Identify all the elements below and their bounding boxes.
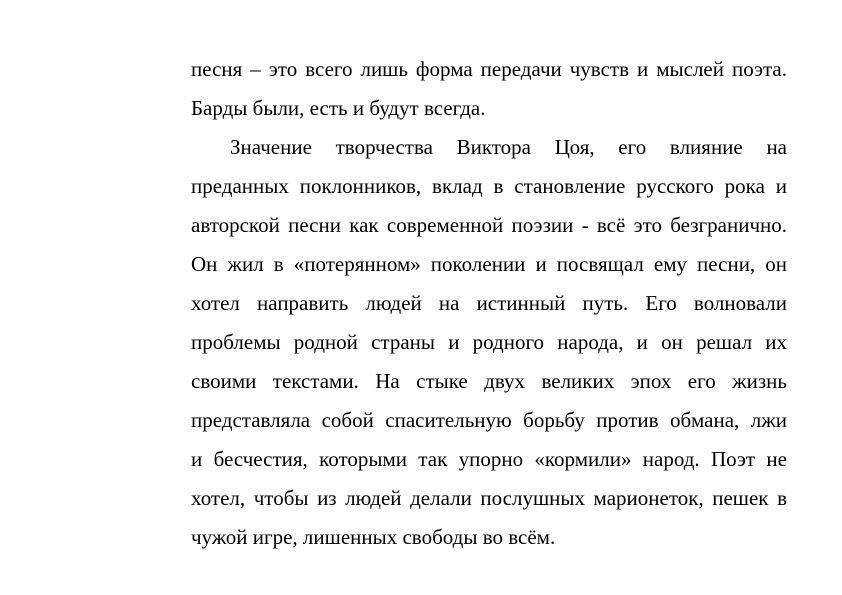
text-line: Барды были, есть и будут всегда. [191,96,486,120]
text-line: Он жил в «потерянном» поколении и посвящал ему песни, он [191,252,787,276]
text-line: песня – это всего лишь форма передачи чувств и мыслей поэта. [191,57,787,81]
text-line: представляла собой спасительную борьбу против обмана, лжи [191,408,787,432]
text-line: хотел направить людей на истинный путь. Его волновали [191,291,787,315]
text-line: чужой игре, лишенных свободы во всём. [191,525,556,549]
text-line: авторской песни как современной поэзии - всё это безгранично. [191,213,787,237]
text-line: преданных поклонников, вклад в становление русского рока и [191,174,787,198]
text-line: проблемы родной страны и родного народа, и он решал их [191,330,787,354]
text-line: и бесчестия, которыми так упорно «кормили» народ. Поэт не [191,447,787,471]
paragraph-first-line: Значение творчества Виктора Цоя, его влияние на [230,135,787,159]
text-line: своими текстами. На стыке двух великих эпох его жизнь [191,369,787,393]
text-line: хотел, чтобы из людей делали послушных марионеток, пешек в [191,486,787,510]
